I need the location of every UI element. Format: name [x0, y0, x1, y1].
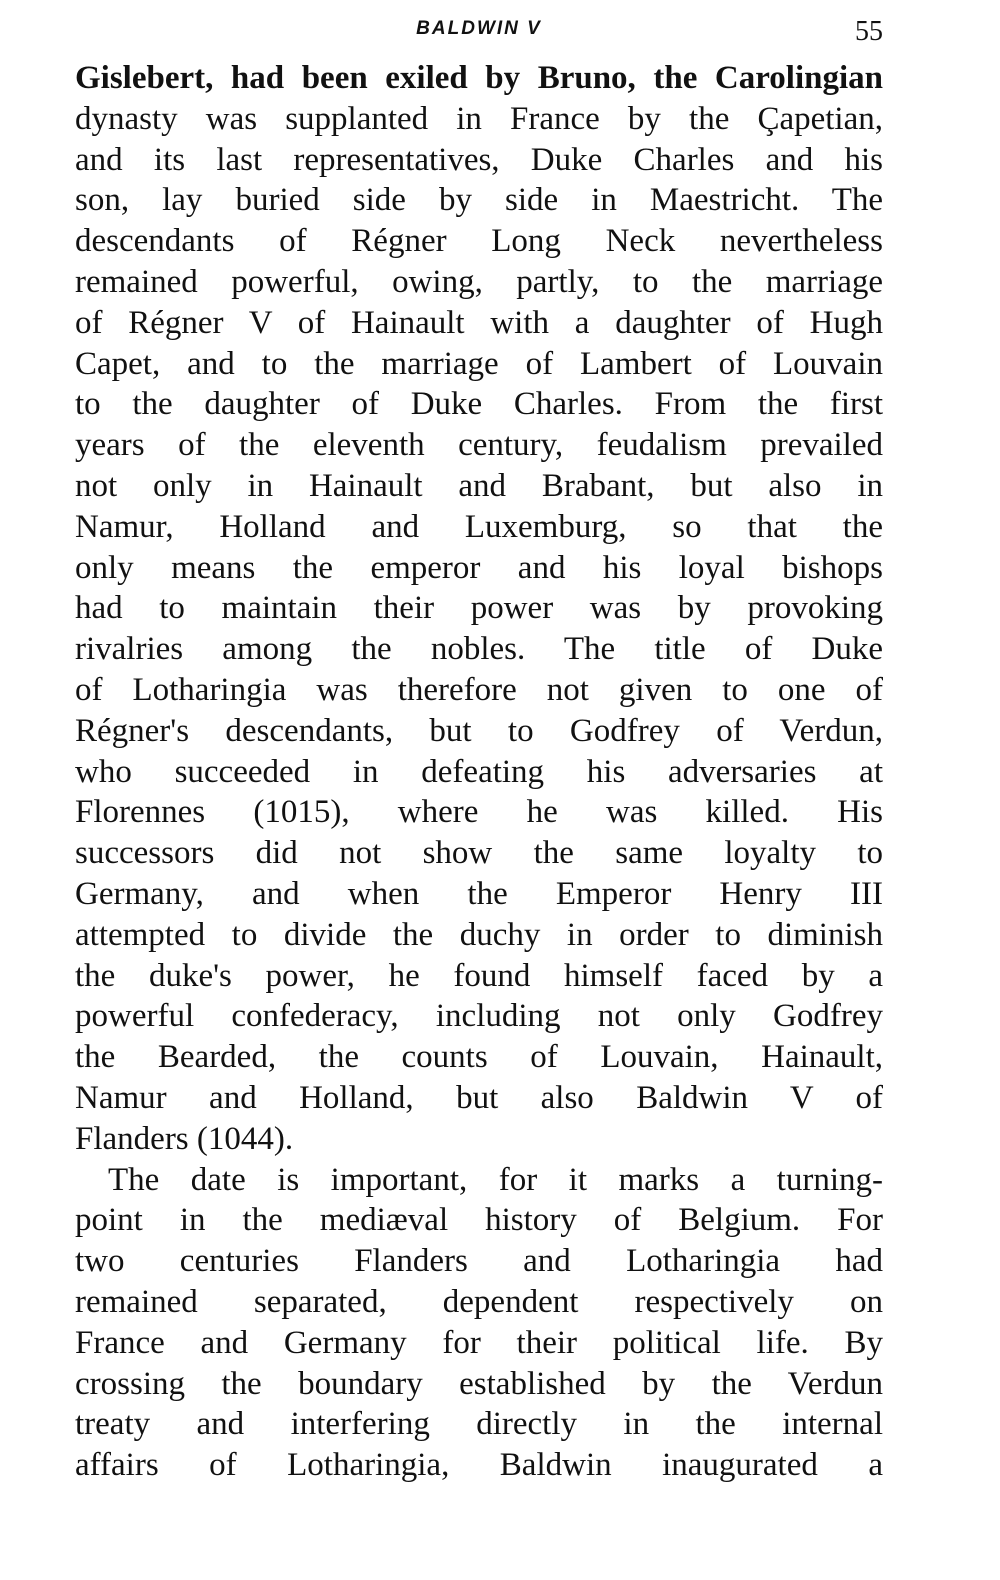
text-line: years of the eleventh century, feudalism prevailed [75, 427, 883, 464]
text-line: remained powerful, owing, partly, to the marriage [75, 263, 883, 300]
book-page [75, 14, 883, 1486]
text-line: the Bearded, the counts of Louvain, Hainault, [75, 1039, 883, 1076]
text-line: Florennes (1015), where he was killed. His [75, 794, 883, 831]
text-line: the duke's power, he found himself faced by a [75, 957, 883, 994]
text-line: Namur and Holland, but also Baldwin V of [75, 1079, 883, 1116]
text-line: Gislebert, had been exiled by Bruno, the Carolingian [75, 60, 883, 96]
text-line: successors did not show the same loyalty to [75, 835, 883, 872]
text-line: treaty and interfering directly in the internal [75, 1406, 883, 1443]
text-line: France and Germany for their political life. By [75, 1324, 883, 1361]
text-line: Namur, Holland and Luxemburg, so that the [75, 508, 883, 545]
text-line: dynasty was supplanted in France by the Çapetian, [75, 100, 883, 137]
text-line: Flanders (1044). [75, 1120, 294, 1157]
text-line: Régner's descendants, but to Godfrey of Verdun, [75, 712, 883, 749]
text-line: and its last representatives, Duke Charles and his [75, 141, 883, 178]
text-line: point in the mediæval history of Belgium. For [75, 1202, 883, 1239]
text-line: of Lotharingia was therefore not given to one of [75, 671, 883, 708]
text-line: only means the emperor and his loyal bishops [75, 549, 883, 586]
paragraph-1 [75, 58, 883, 1160]
text-line: had to maintain their power was by provoking [75, 590, 883, 627]
text-line: powerful confederacy, including not only Godfrey [75, 998, 883, 1035]
text-line: Germany, and when the Emperor Henry III [75, 875, 883, 912]
text-line: affairs of Lotharingia, Baldwin inaugurated a [75, 1447, 883, 1484]
page-number: 55 [855, 16, 883, 47]
paragraph-2 [75, 1160, 883, 1486]
text-line: to the daughter of Duke Charles. From the first [75, 386, 883, 423]
text-line: not only in Hainault and Brabant, but also in [75, 467, 883, 504]
text-line: two centuries Flanders and Lotharingia had [75, 1243, 883, 1280]
text-line: remained separated, dependent respectively on [75, 1283, 883, 1320]
text-line: son, lay buried side by side in Maestricht. The [75, 182, 883, 219]
text-line: rivalries among the nobles. The title of Duke [75, 631, 883, 668]
text-line: descendants of Régner Long Neck nevertheless [75, 223, 883, 260]
body-text [75, 58, 883, 1486]
text-line: crossing the boundary established by the Verdun [75, 1365, 883, 1402]
text-line: Capet, and to the marriage of Lambert of Louvain [75, 345, 883, 382]
running-title: BALDWIN V [416, 18, 542, 39]
text-line: who succeeded in defeating his adversaries at [75, 753, 883, 790]
running-head [75, 14, 883, 54]
text-line: attempted to divide the duchy in order to diminish [75, 916, 883, 953]
text-line: of Régner V of Hainault with a daughter of Hugh [75, 304, 883, 341]
text-line: The date is important, for it marks a turning- [108, 1161, 883, 1198]
